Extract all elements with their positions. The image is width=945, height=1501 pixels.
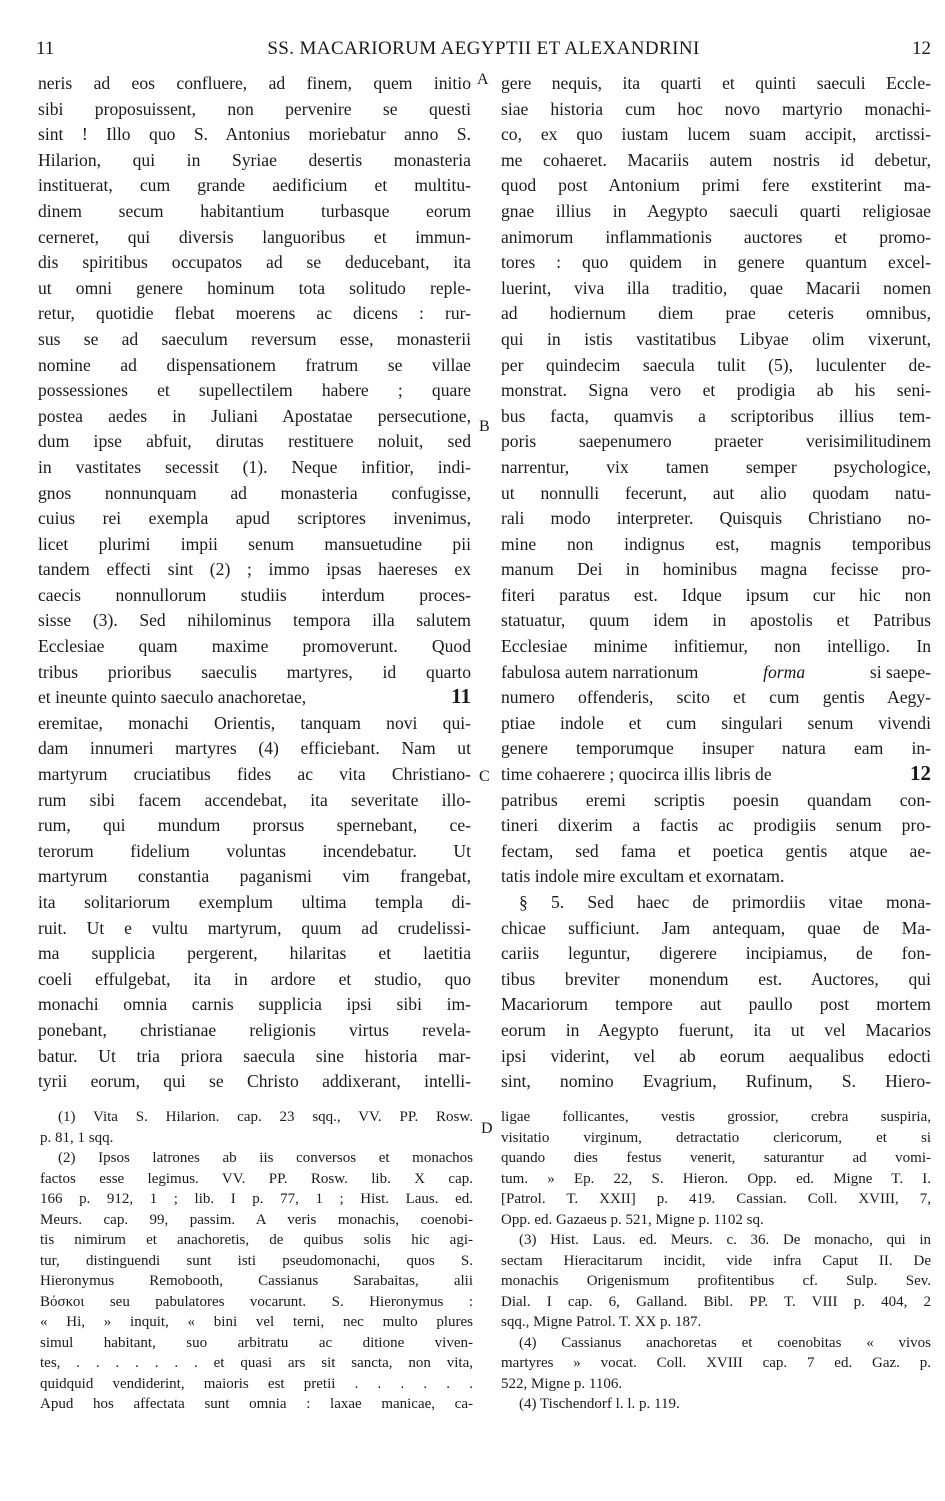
footnote-line: [Patrol. T. XXII] p. 419. Cassian. Coll. XVIII, 7, (501, 1191, 931, 1207)
text-line: caecis nonnullorum studiis interdum proces- (38, 584, 471, 605)
body-column-left (38, 71, 471, 1095)
text-line: terorum fidelium voluntas incendebatur. Ut (38, 840, 471, 861)
text-line: tineri dixerim a factis ac prodigiis senum pro- (501, 815, 931, 836)
text-line: co, ex quo iustam lucem suam accipit, arctissi- (501, 124, 931, 145)
text-line: rali modo interpreter. Quisquis Christiano no- (501, 508, 931, 529)
text-line: ma supplicia pergerent, hilaritas et laetitia (38, 943, 471, 964)
text-line: retur, quotidie flebat moerens ac dicens : rur- (38, 303, 471, 324)
text-line: Ecclesiae quam maxime promoverunt. Quod (38, 636, 471, 657)
text-line-with-italic (501, 660, 931, 686)
text-line: postea aedes in Juliani Apostatae persecutione, (38, 405, 471, 426)
page-number-right: 12 (912, 38, 931, 59)
text-line: bus facta, quamvis a scriptoribus illius tem- (501, 405, 931, 426)
footnote-line: quando dies festus venerit, saturantur ad vomi- (501, 1150, 931, 1166)
italic-word: forma (763, 661, 806, 682)
footnote-line: tis nimirum et anachoretis, de quibus solis hic agi- (40, 1232, 473, 1248)
text-line: tandem effecti sint (2) ; immo ipsas haereses ex (38, 559, 471, 580)
text-line: nomine ad dispensationem fratrum se villae (38, 354, 471, 375)
footnotes-left (40, 1107, 473, 1415)
footnote-line: quidquid vendiderint, maioris est pretii . . . . . . (40, 1375, 473, 1392)
margin-marker-b: B (479, 418, 490, 435)
text-line: per quindecim saecula tulit (5), luculenter de- (501, 354, 931, 375)
text-segment: si saepe- (869, 661, 931, 682)
text-line: ponebant, christianae religionis virtus revela- (38, 1019, 471, 1040)
margin-marker-c: C (479, 768, 490, 785)
footnote-line: (2) Ipsos latrones ab iis conversos et monachos (58, 1150, 473, 1166)
footnote-line: sqq., Migne Patrol. T. XX p. 187. (501, 1314, 702, 1330)
text-line: fiteri paratus est. Idque ipsum cur hic non (501, 584, 931, 605)
text-line-with-marker (501, 762, 931, 788)
text-line: ad hodiernum diem prae ceteris omnibus, (501, 303, 931, 324)
footnote-line: 166 p. 912, 1 ; lib. I p. 77, 1 ; Hist. Laus. ed. (40, 1191, 473, 1207)
text-line: gere nequis, ita quarti et quinti saeculi Eccle- (501, 73, 931, 93)
footnote-line: tur, distinguendi sunt isti pseudomonachi, quos S. (40, 1252, 473, 1269)
footnote-line: (3) Hist. Laus. ed. Meurs. c. 36. De monacho, qui in (519, 1232, 931, 1248)
text-line: sint ! Illo quo S. Antonius moriebatur anno S. (38, 124, 471, 145)
footnote-line: monachis Origenismum profitentibus cf. Sulp. Sev. (501, 1273, 931, 1289)
text-line: cuius rei exempla apud scriptores invenimus, (38, 508, 471, 529)
footnote-line: (1) Vita S. Hilarion. cap. 23 sqq., VV. PP. Rosw. (58, 1109, 473, 1125)
text-line: eorum in Aegypto fuerunt, ita ut vel Macarios (501, 1019, 931, 1040)
text-line: dam innumeri martyres (4) efficiebant. Nam ut (38, 738, 471, 759)
text-line: sisse (3). Sed nihilominus tempora illa salutem (38, 610, 471, 631)
text-line: in vastitates secessit (1). Neque infitior, indi- (38, 456, 471, 477)
text-line: coeli effulgebat, ita in ardore et studio, quo (38, 968, 471, 989)
text-line: ptiae indole et cum singulari senum vivendi (501, 712, 931, 733)
text-line: chicae sufficiunt. Jam antequam, quae de Ma- (501, 917, 931, 938)
text-line: tores : quo quidem in genere quantum excel- (501, 252, 931, 273)
body-column-right (501, 71, 931, 1095)
text-line: cerneret, qui diversis languoribus et immun- (38, 226, 471, 247)
text-line: fectam, sed fama et poetica gentis atque ae- (501, 840, 931, 861)
footnote-line: p. 81, 1 sqq. (40, 1129, 114, 1146)
text-line: Ecclesiae minime infitiemur, non intelligo. In (501, 636, 931, 657)
text-line: genere temporumque insuper natura eam in- (501, 738, 931, 759)
text-line: mine non indignus est, magnis temporibus (501, 533, 931, 554)
text-line: statuatur, quum idem in apostolis et Patribus (501, 610, 931, 631)
text-line: siae historia cum hoc novo martyrio monachi- (501, 98, 931, 119)
footnote-line: « Hi, » inquit, « bini vel terni, nec multo plures (40, 1314, 473, 1330)
text-line: rum sibi facem accendebat, ita severitate illo- (38, 789, 471, 810)
text-line: sint, nomino Evagrium, Rufinum, S. Hiero- (501, 1071, 931, 1092)
footnote-line: tum. » Ep. 22, S. Hieron. Opp. ed. Migne T. I. (501, 1170, 931, 1187)
text-line: tatis indole mire excultam et exornatam. (501, 866, 785, 887)
text-line: ita solitariorum exemplum ultima templa di- (38, 892, 471, 912)
text-line: Macariorum tempore aut paullo post mortem (501, 994, 931, 1015)
text-line: ruit. Ut e vultu martyrum, quum ad crudelissi- (38, 917, 471, 938)
text-line: rum, qui mundum prorsus spernebant, ce- (38, 815, 471, 836)
text-line: patribus eremi scriptis poesin quandam con- (501, 789, 931, 810)
text-line: sibi proposuissent, non pervenire se questi (38, 98, 471, 119)
section-heading-line: § 5. Sed haec de primordiis vitae mona- (519, 892, 931, 912)
footnote-line: factos esse legimus. VV. PP. Rosw. lib. X cap. (40, 1170, 473, 1187)
text-line: possessiones et supellectilem habere ; quare (38, 380, 471, 401)
text-line: dis spiritibus occupatos ad se deducebant, ita (38, 252, 471, 273)
text-line: luerint, viva illa traditio, quae Macarii nomen (501, 277, 931, 298)
footnotes-right (501, 1107, 931, 1415)
text-line: ut nonnulli fecerunt, aut alio quodam natu- (501, 482, 931, 503)
text-line: instituerat, cum grande aedificium et multitu- (38, 175, 471, 196)
footnote-line: (4) Tischendorf l. l. p. 119. (519, 1396, 680, 1412)
footnote-line: simul habitant, suo arbitratu ac ditione viven- (40, 1334, 473, 1351)
footnote-line: Opp. ed. Gazaeus p. 521, Migne p. 1102 sq. (501, 1211, 764, 1228)
text-line: manum Dei in hominibus magna fecisse pro- (501, 559, 931, 580)
text-line: ipsi viderint, vel ab eorum aequalibus edocti (501, 1045, 931, 1066)
text-line: gnae illius in Aegypto saeculi quarti religiosae (501, 200, 931, 221)
text-line: monachi omnia carnis supplicia ipsi sibi im- (38, 994, 471, 1015)
text-line: ut omni genere hominum tota solitudo reple- (38, 277, 471, 298)
text-line: tribus prioribus saeculis martyres, id quarto (38, 661, 471, 682)
footnote-line: martyres » vocat. Coll. XVIII cap. 7 ed. Gaz. p. (501, 1355, 931, 1371)
text-line: numero offenderis, scito et cum gentis Aegy- (501, 687, 931, 708)
footnote-line: Βόσκοι seu pabulatores vocarunt. S. Hieronymus : (40, 1293, 473, 1310)
text-line: sus se ad saeculum reversum esse, monasterii (38, 328, 471, 349)
text-line: gnos nonnunquam ad monasteria confugisse, (38, 482, 471, 503)
text-line: licet plurimi impii senum mansuetudine pii (38, 533, 471, 554)
footnote-line: Meurs. cap. 99, passim. A veris monachis, coenobi- (40, 1211, 473, 1228)
text-line: neris ad eos confluere, ad finem, quem initio (38, 73, 471, 93)
text-line: time cohaerere ; quocirca illis libris de (501, 764, 772, 785)
text-line: martyrum cruciatibus fides ac vita Christiano- (38, 764, 471, 785)
text-line: monstrat. Signa vero et prodigia ab his seni- (501, 380, 931, 401)
page-marker-11: 11 (451, 684, 471, 709)
text-line: et ineunte quinto saeculo anachoretae, (38, 687, 307, 708)
text-line: batur. Ut tria priora saecula sine historia mar- (38, 1045, 471, 1066)
page-marker-12: 12 (910, 761, 931, 786)
text-line: poris saepenumero praeter verisimilitudinem (501, 431, 931, 452)
text-line: tyrii eorum, qui se Christo addixerant, intelli- (38, 1071, 471, 1092)
text-line: animorum inflammationis auctores et promo- (501, 226, 931, 247)
text-line: eremitae, monachi Orientis, tanquam novi qui- (38, 712, 471, 733)
text-line: dinem secum habitantium turbasque eorum (38, 200, 471, 221)
text-line: dum ipse abfuit, dirutas restituere noluit, sed (38, 431, 471, 452)
text-line: quod post Antonium primi fere exstiterint ma- (501, 175, 931, 196)
footnote-line: (4) Cassianus anachoretas et coenobitas « vivos (519, 1334, 931, 1351)
text-line: qui in istis vastitatibus Libyae olim vixerunt, (501, 328, 931, 349)
margin-marker-d: D (481, 1120, 493, 1137)
running-header (36, 38, 931, 62)
footnote-line: ligae follicantes, vestis grossior, crebra suspiria, (501, 1109, 931, 1125)
footnote-line: Apud hos affectata sunt omnia : laxae manicae, ca- (40, 1396, 473, 1412)
text-line: me cohaeret. Macariis autem nostris id debetur, (501, 149, 931, 170)
footnote-line: Dial. I cap. 6, Galland. Bibl. PP. T. VIII p. 404, 2 (501, 1293, 931, 1310)
text-segment: fabulosa autem narrationum (501, 661, 699, 682)
page-number-left: 11 (36, 38, 55, 59)
footnote-line: Hieronymus Remobooth, Cassianus Sarabaitas, alii (40, 1273, 473, 1289)
text-line: Hilarion, qui in Syriae desertis monasteria (38, 149, 471, 170)
text-line: martyrum constantia paganismi vim frangebat, (38, 866, 471, 887)
footnote-line: sectam Hieracitarum incidit, vide infra Caput II. De (501, 1252, 931, 1269)
running-title: SS. MACARIORUM AEGYPTII ET ALEXANDRINI (267, 38, 700, 59)
footnote-line: visitatio virginum, detractatio clericorum, et si (501, 1129, 931, 1146)
text-line: narrentur, vix tamen semper psychologice, (501, 456, 931, 477)
text-line: tibus breviter monendum est. Auctores, qui (501, 968, 931, 989)
footnote-line: tes, . . . . . . . et quasi ars sit sancta, non vita, (40, 1355, 473, 1371)
margin-marker-a: A (477, 71, 489, 88)
text-line-with-marker (38, 685, 471, 711)
footnote-line: 522, Migne p. 1106. (501, 1375, 623, 1392)
text-line: cariis leguntur, digerere incipiamus, de fon- (501, 943, 931, 964)
